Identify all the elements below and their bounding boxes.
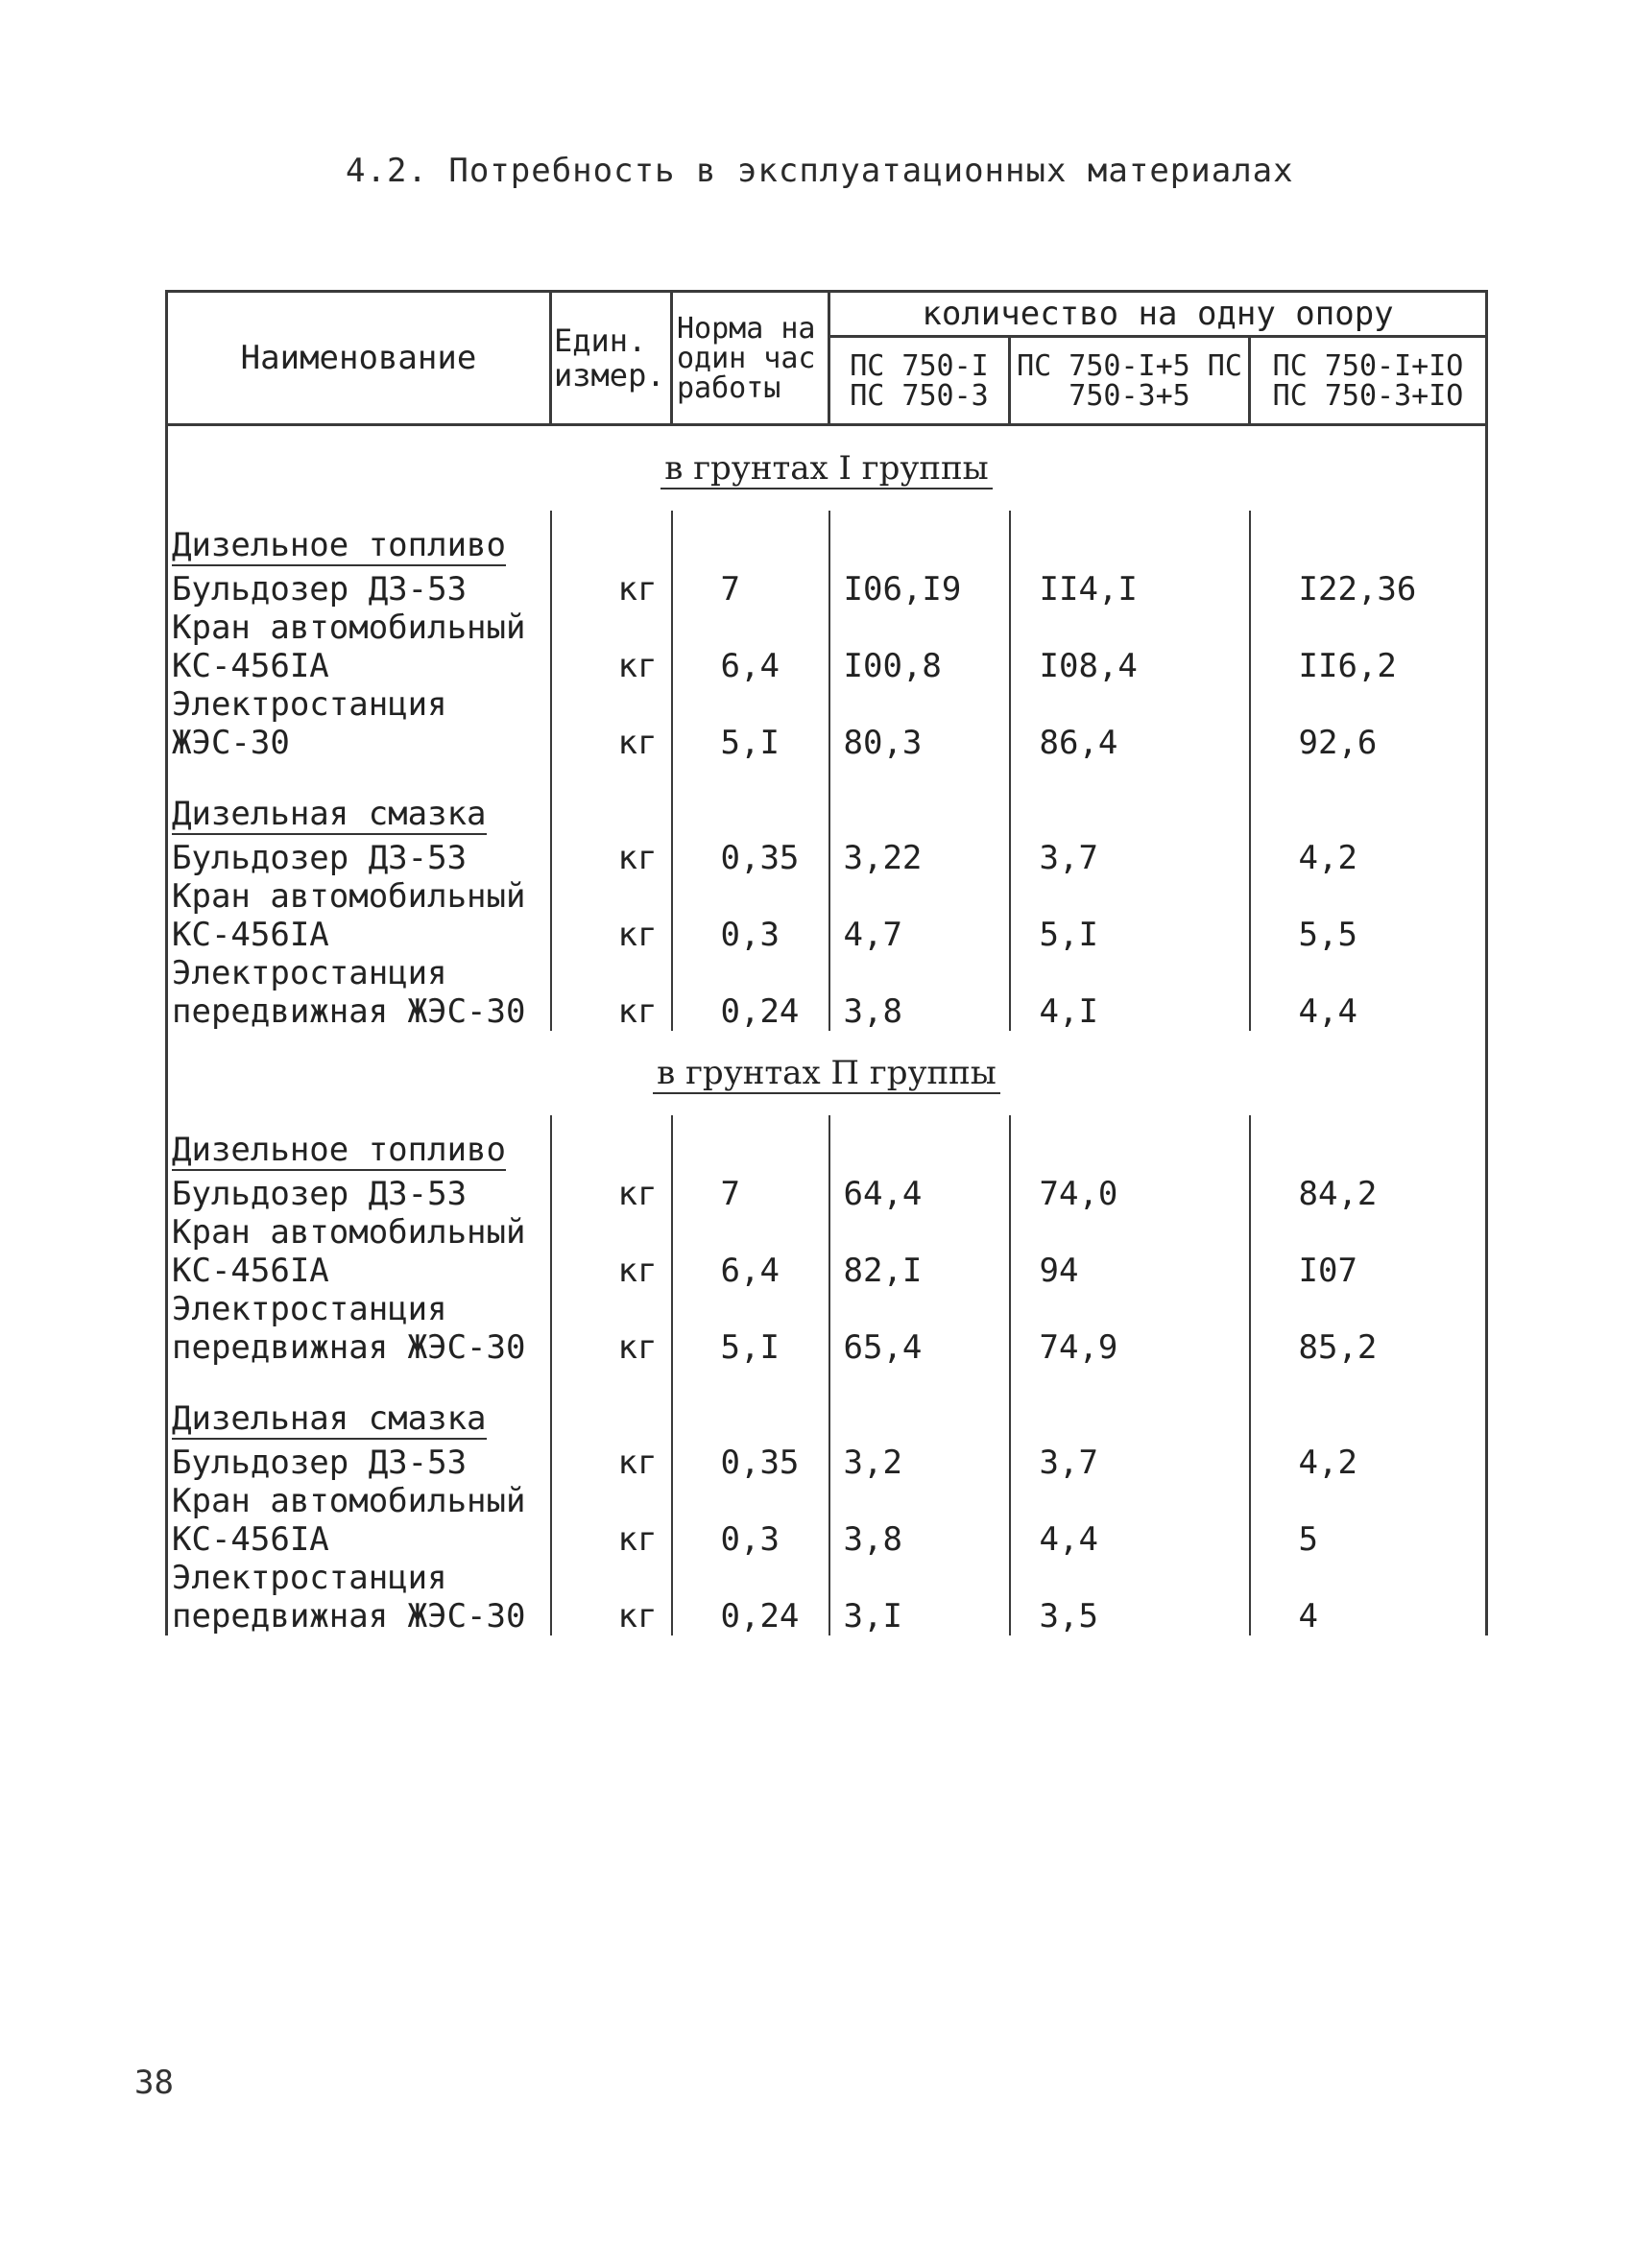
row-name: Электростанция передвижная ЖЭС-30: [172, 1559, 526, 1635]
row-qty-1: 3,8: [829, 954, 1010, 1031]
row-qty-2: 3,7: [1010, 1438, 1250, 1482]
row-unit: кг: [551, 833, 672, 877]
category-row: [167, 1367, 1487, 1438]
col-header-quantity: количество на одну опору: [829, 292, 1487, 337]
table-row: [167, 1290, 1487, 1367]
row-unit: кг: [551, 877, 672, 954]
row-qty-3: 4,4: [1250, 954, 1487, 1031]
table-row: [167, 833, 1487, 877]
row-norm: 7: [672, 564, 829, 609]
row-norm: 6,4: [672, 609, 829, 685]
col-header-name: Наименование: [167, 292, 551, 425]
row-qty-3: 4,2: [1250, 1438, 1487, 1482]
row-qty-1: I00,8: [829, 609, 1010, 685]
row-qty-3: 5: [1250, 1482, 1487, 1559]
row-norm: 5,I: [672, 685, 829, 762]
row-unit: кг: [551, 1290, 672, 1367]
table-row: [167, 1482, 1487, 1559]
col-header-q3: ПС 750-I+IO ПС 750-3+IO: [1250, 337, 1487, 425]
row-unit: кг: [551, 1169, 672, 1213]
row-qty-1: I06,I9: [829, 564, 1010, 609]
materials-table: [165, 290, 1488, 1635]
group-header-row: [167, 1031, 1487, 1115]
row-qty-1: 3,22: [829, 833, 1010, 877]
row-qty-3: 92,6: [1250, 685, 1487, 762]
category-row: [167, 762, 1487, 833]
row-qty-1: 64,4: [829, 1169, 1010, 1213]
table-row: [167, 954, 1487, 1031]
row-qty-1: 3,2: [829, 1438, 1010, 1482]
group-label: в грунтах I группы: [660, 449, 992, 489]
row-qty-2: 74,9: [1010, 1290, 1250, 1367]
row-norm: 7: [672, 1169, 829, 1213]
row-norm: 0,35: [672, 833, 829, 877]
col-header-unit: Един. измер.: [551, 292, 672, 425]
row-name: Кран автомобильный КС-456IA: [172, 877, 526, 954]
group-label: в грунтах П группы: [653, 1054, 1000, 1094]
category-row: [167, 1115, 1487, 1169]
category-label: Дизельная смазка: [172, 1399, 487, 1438]
row-unit: кг: [551, 1213, 672, 1290]
row-unit: кг: [551, 954, 672, 1031]
row-name: Бульдозер ДЗ-53: [172, 570, 468, 609]
row-name: Бульдозер ДЗ-53: [172, 1444, 468, 1482]
row-qty-3: 84,2: [1250, 1169, 1487, 1213]
row-name: Кран автомобильный КС-456IA: [172, 609, 526, 685]
row-qty-3: 4,2: [1250, 833, 1487, 877]
row-qty-2: 4,4: [1010, 1482, 1250, 1559]
row-name: Кран автомобильный КС-456IA: [172, 1213, 526, 1290]
row-unit: кг: [551, 1482, 672, 1559]
col-header-q1: ПС 750-I ПС 750-3: [829, 337, 1010, 425]
table-body: [167, 425, 1487, 1636]
group-header-row: [167, 425, 1487, 512]
row-norm: 6,4: [672, 1213, 829, 1290]
row-name: Электростанция ЖЭС-30: [172, 685, 447, 762]
row-unit: кг: [551, 1559, 672, 1635]
row-qty-2: 94: [1010, 1213, 1250, 1290]
row-qty-1: 65,4: [829, 1290, 1010, 1367]
row-norm: 0,3: [672, 877, 829, 954]
table-row: [167, 685, 1487, 762]
row-qty-2: II4,I: [1010, 564, 1250, 609]
row-unit: кг: [551, 564, 672, 609]
row-qty-2: 5,I: [1010, 877, 1250, 954]
row-qty-2: I08,4: [1010, 609, 1250, 685]
category-label: Дизельное топливо: [172, 526, 506, 564]
row-qty-3: II6,2: [1250, 609, 1487, 685]
row-qty-3: 85,2: [1250, 1290, 1487, 1367]
row-qty-2: 3,7: [1010, 833, 1250, 877]
row-norm: 0,35: [672, 1438, 829, 1482]
row-name: Бульдозер ДЗ-53: [172, 839, 468, 877]
row-qty-3: 4: [1250, 1559, 1487, 1635]
row-qty-3: I22,36: [1250, 564, 1487, 609]
col-header-q2: ПС 750-I+5 ПС 750-3+5: [1010, 337, 1250, 425]
row-unit: кг: [551, 685, 672, 762]
category-label: Дизельная смазка: [172, 795, 487, 833]
table-row: [167, 1438, 1487, 1482]
row-unit: кг: [551, 609, 672, 685]
row-qty-2: 86,4: [1010, 685, 1250, 762]
row-name: Электростанция передвижная ЖЭС-30: [172, 954, 526, 1031]
row-norm: 0,3: [672, 1482, 829, 1559]
table-row: [167, 1213, 1487, 1290]
row-qty-2: 74,0: [1010, 1169, 1250, 1213]
category-label: Дизельное топливо: [172, 1131, 506, 1169]
row-name: Кран автомобильный КС-456IA: [172, 1482, 526, 1559]
page-title: 4.2. Потребность в эксплуатационных материалах: [346, 152, 1294, 190]
table-header: [167, 292, 1487, 425]
table-row: [167, 1559, 1487, 1635]
row-qty-1: 3,8: [829, 1482, 1010, 1559]
row-name: Электростанция передвижная ЖЭС-30: [172, 1290, 526, 1367]
row-norm: 0,24: [672, 954, 829, 1031]
table-row: [167, 1169, 1487, 1213]
row-qty-3: I07: [1250, 1213, 1487, 1290]
row-qty-1: 82,I: [829, 1213, 1010, 1290]
table-row: [167, 877, 1487, 954]
row-qty-1: 80,3: [829, 685, 1010, 762]
row-qty-2: 4,I: [1010, 954, 1250, 1031]
row-qty-1: 4,7: [829, 877, 1010, 954]
row-norm: 0,24: [672, 1559, 829, 1635]
col-header-norm: Норма на один час работы: [672, 292, 829, 425]
table-row: [167, 609, 1487, 685]
page-number: 38: [134, 2064, 174, 2102]
row-qty-1: 3,I: [829, 1559, 1010, 1635]
table-row: [167, 564, 1487, 609]
category-row: [167, 511, 1487, 564]
row-norm: 5,I: [672, 1290, 829, 1367]
row-name: Бульдозер ДЗ-53: [172, 1175, 468, 1213]
row-qty-2: 3,5: [1010, 1559, 1250, 1635]
row-unit: кг: [551, 1438, 672, 1482]
row-qty-3: 5,5: [1250, 877, 1487, 954]
